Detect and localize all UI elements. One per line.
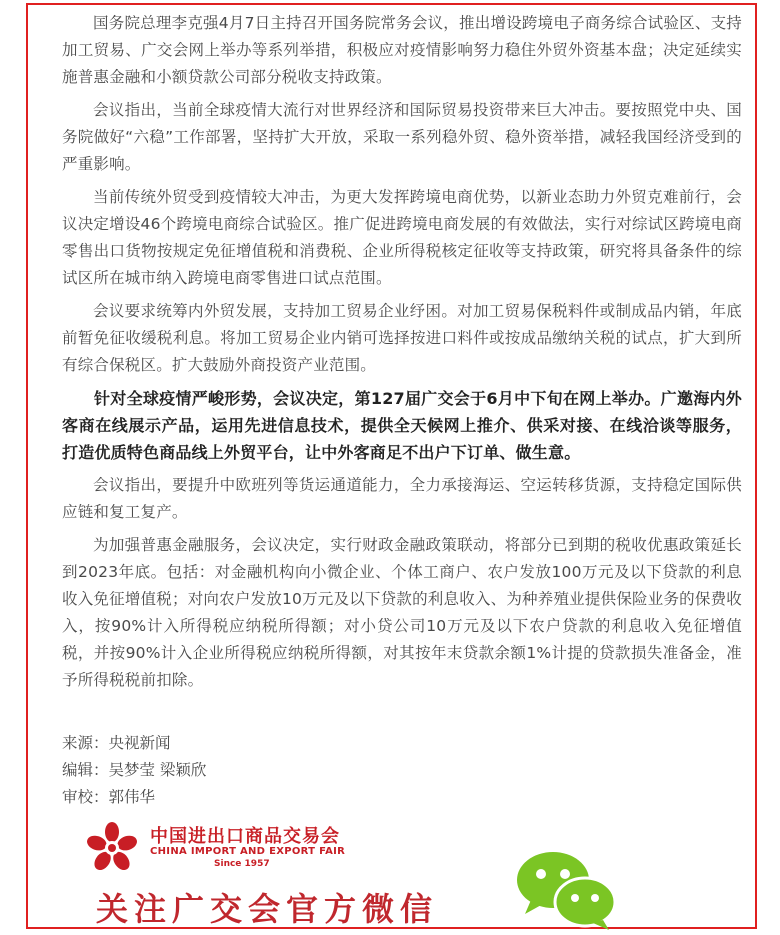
article-credits bbox=[62, 730, 206, 811]
paragraph: 国务院总理李克强4月7日主持召开国务院常务会议，推出增设跨境电子商务综合试验区、支持加工贸易、广交会网上举办等系列举措，积极应对疫情影响努力稳住外贸外资基本盘；决定延续实施普惠金融和小额贷款公司部分税收支持政策。 bbox=[62, 14, 742, 86]
paragraph: 会议要求统筹内外贸发展，支持加工贸易企业纾困。对加工贸易保税料件或制成品内销，年底前暂免征收缓税利息。将加工贸易企业内销可选择按进口料件或按成品缴纳关税的试点，扩大到所有综合保税区。扩大鼓励外商投资产业范围。 bbox=[62, 302, 742, 374]
reviewer-line: 审校：郭伟华 bbox=[62, 788, 156, 806]
logo-since: Since 1957 bbox=[214, 859, 270, 869]
paragraph: 会议指出，当前全球疫情大流行对世界经济和国际贸易投资带来巨大冲击。要按照党中央、国务院做好“六稳”工作部署，坚持扩大开放，采取一系列稳外贸、稳外资举措，减轻我国经济受到的严重影响。 bbox=[62, 101, 742, 173]
logo-name-en: CHINA IMPORT AND EXPORT FAIR bbox=[150, 846, 346, 857]
logo-name-cn: 中国进出口商品交易会 bbox=[150, 826, 340, 847]
paragraph: 为加强普惠金融服务，会议决定，实行财政金融政策联动，将部分已到期的税收优惠政策延长到2023年底。包括：对金融机构向小微企业、个体工商户、农户发放100万元及以下贷款的利息收入免征增值税；对向农户发放10万元及以下贷款的利息收入、为种养殖业提供保险业务的保费收入，按90%计入所得税应纳税所得额；对小贷公司10万元及以下农户贷款的利息收入免征增值税，并按90%计入企业所得税应纳税所得额，对其按年末贷款余额1%计提的贷款损失准备金，准予所得税税前扣除。 bbox=[62, 536, 742, 689]
follow-wechat-text: 关注广交会官方微信 bbox=[96, 890, 439, 928]
article-body bbox=[62, 10, 742, 700]
paragraph: 会议指出，要提升中欧班列等货运通道能力，全力承接海运、空运转移货源，支持稳定国际供应链和复工复产。 bbox=[62, 476, 742, 521]
source-line: 来源：央视新闻 bbox=[62, 734, 171, 752]
wechat-icon bbox=[513, 850, 621, 930]
canton-fair-logo bbox=[82, 820, 352, 876]
editors-line: 编辑：吴梦莹 梁颖欣 bbox=[62, 761, 207, 779]
paragraph: 当前传统外贸受到疫情较大冲击，为更大发挥跨境电商优势，以新业态助力外贸克难前行，会议决定增设46个跨境电商综合试验区。推广促进跨境电商发展的有效做法，实行对综试区跨境电商零售出口货物按规定免征增值税和消费税、企业所得税核定征收等支持政策，研究将具备条件的综试区所在城市纳入跨境电商零售进口试点范围。 bbox=[62, 188, 742, 287]
paragraph-highlight: 针对全球疫情严峻形势，会议决定，第127届广交会于6月中下旬在网上举办。广邀海内外客商在线展示产品，运用先进信息技术，提供全天候网上推介、供采对接、在线洽谈等服务，打造优质特色商品线上外贸平台，让中外客商足不出户下订单、做生意。 bbox=[62, 389, 742, 462]
flower-logo-icon bbox=[82, 820, 142, 876]
